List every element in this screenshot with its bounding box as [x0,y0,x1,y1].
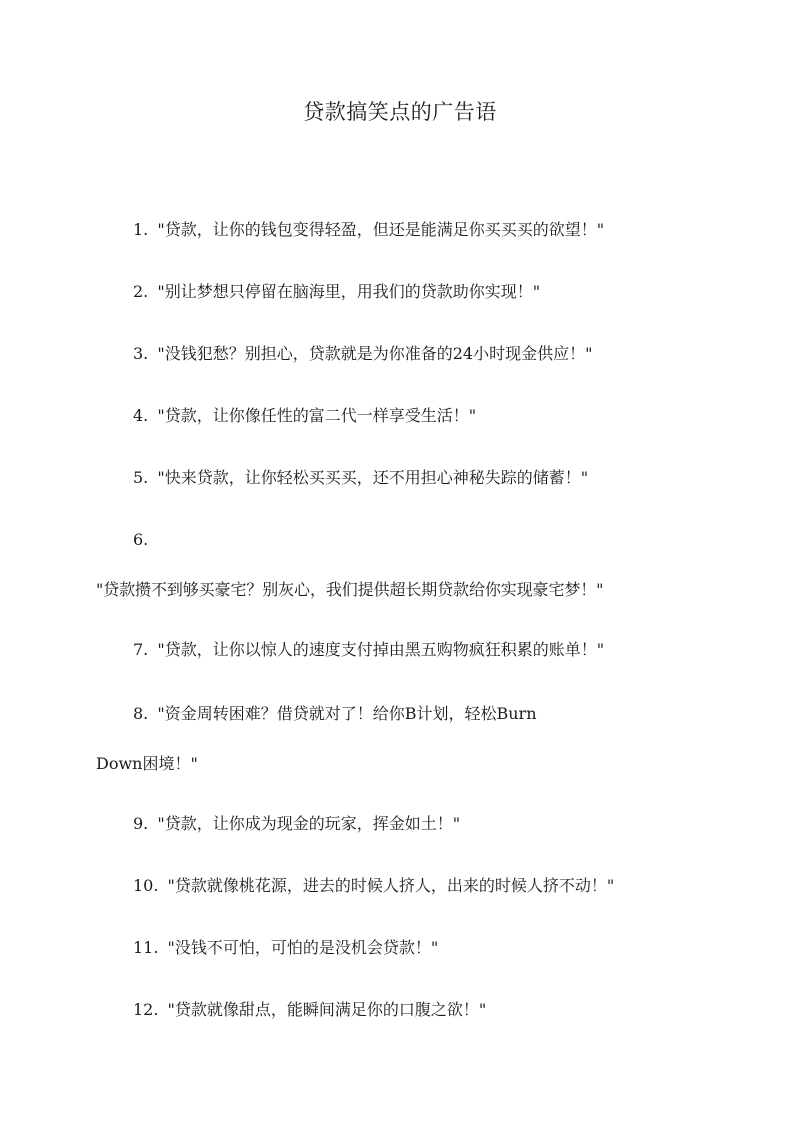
page-title: 贷款搞笑点的广告语 [303,100,497,124]
item-text: "贷款，让你成为现金的玩家，挥金如土！" [157,814,461,833]
list-item-3 [133,342,592,366]
item-number: 12. [133,1000,159,1019]
list-item-6-number [133,528,148,552]
item-number: 5. [133,468,149,487]
item-number: 7. [133,640,149,659]
item-text: "快来贷款，让你轻松买买买，还不用担心神秘失踪的储蓄！" [157,468,589,487]
item-text: "没钱犯愁？别担心，贷款就是为你准备的24小时现金供应！" [157,344,593,363]
item-text: "贷款，让你像任性的富二代一样享受生活！" [157,406,477,425]
item-number: 1. [133,220,149,239]
item-text: "贷款攒不到够买豪宅？别灰心，我们提供超长期贷款给你实现豪宅梦！" [96,580,604,599]
item-number: 10. [133,876,159,895]
list-item-8-continuation [96,752,198,776]
item-text: "没钱不可怕，可怕的是没机会贷款！" [167,938,439,957]
item-number: 8. [133,704,149,723]
item-number: 6. [133,530,149,549]
list-item-7 [133,638,604,662]
list-item-11 [133,936,438,960]
item-text: "贷款就像桃花源，进去的时候人挤人，出来的时候人挤不动！" [167,876,615,895]
item-number: 9. [133,814,149,833]
list-item-1 [133,218,604,242]
item-number: 3. [133,344,149,363]
list-item-2 [133,280,540,304]
list-item-8 [133,702,537,726]
list-item-4 [133,404,476,428]
item-text: "贷款，让你的钱包变得轻盈，但还是能满足你买买买的欲望！" [157,220,605,239]
item-text: "贷款，让你以惊人的速度支付掉由黑五购物疯狂积累的账单！" [157,640,605,659]
list-item-12 [133,998,486,1022]
list-item-10 [133,874,614,898]
list-item-5 [133,466,588,490]
list-item-9 [133,812,460,836]
list-item-6-text [96,578,603,602]
item-number: 4. [133,406,149,425]
item-text-continuation: Down困境！" [96,754,198,773]
item-number: 2. [133,282,149,301]
item-number: 11. [133,938,159,957]
item-text: "别让梦想只停留在脑海里，用我们的贷款助你实现！" [157,282,541,301]
item-text: "资金周转困难？借贷就对了！给你B计划，轻松Burn [157,704,537,723]
item-text: "贷款就像甜点，能瞬间满足你的口腹之欲！" [167,1000,487,1019]
